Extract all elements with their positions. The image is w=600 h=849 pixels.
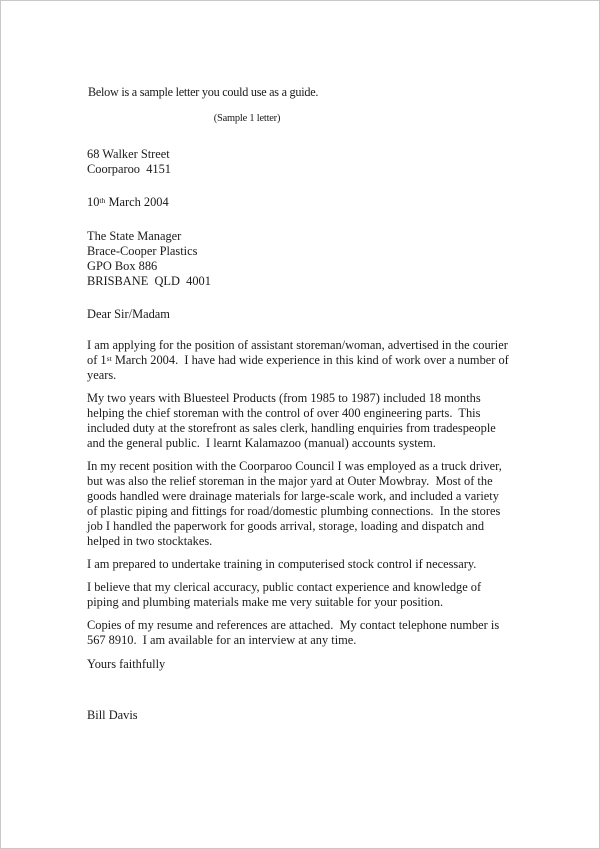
body-paragraph-3: In my recent position with the Coorparoo Council I was employed as a truck driver, but was also the relief storeman in the major yard at Outer Mowbray. Most of the goods handled were drainage materials for large-scale work, and included a variety of plastic piping and fittings for road/domestic plumbing connections. In the stores job I handled the paperwork for goods arrival, storage, loading and dispatch and helped in two stocktakes. [87, 459, 505, 548]
sender-address [87, 147, 512, 177]
salutation: Dear Sir/Madam [87, 307, 170, 321]
recipient-address-line-4: BRISBANE QLD 4001 [87, 274, 211, 288]
signature-space [87, 672, 512, 708]
letter-body [87, 85, 512, 723]
sender-address-line-1: 68 Walker Street [87, 147, 170, 161]
recipient-address-line-2: Brace-Cooper Plastics [87, 244, 198, 258]
spacer [87, 322, 512, 338]
spacer [87, 610, 512, 618]
body-paragraph-5: I believe that my clerical accuracy, public contact experience and knowledge of piping and plumbing materials make me very suitable for your position. [87, 580, 485, 609]
signature-name: Bill Davis [87, 708, 138, 722]
spacer [87, 177, 512, 195]
recipient-address-line-1: The State Manager [87, 229, 182, 243]
body-paragraph-1 [87, 338, 512, 383]
date-ordinal-suffix: th [99, 195, 106, 205]
spacer [87, 648, 512, 657]
body-paragraph-2: My two years with Bluesteel Products (from 1985 to 1987) included 18 months helping the chief storeman with the control of over 400 engineering parts. This included duty at the storefront as sales clerk, handling enquiries from tradespeople and the general public. I learnt Kalamazoo (manual) accounts system. [87, 391, 499, 450]
closing-salutation: Yours faithfully [87, 657, 166, 671]
spacer [87, 126, 512, 147]
recipient-address-line-3: GPO Box 886 [87, 259, 158, 273]
intro-text: Below is a sample letter you could use as a guide. [88, 85, 319, 99]
spacer [87, 210, 512, 229]
letter-date [87, 195, 512, 210]
advert-date-day: 1 [100, 353, 107, 367]
spacer [87, 289, 512, 307]
recipient-address [87, 229, 512, 289]
body-paragraph-4: I am prepared to undertake training in computerised stock control if necessary. [87, 557, 477, 571]
paragraph-1-part-2: March 2004. I have had wide experience in this kind of work over a number of years. [87, 353, 512, 382]
paragraph-1-part-1: I am applying for the position of assistant storeman/woman, advertised in the courier of [87, 338, 511, 367]
spacer [87, 451, 512, 459]
sender-address-line-2: Coorparoo 4151 [87, 162, 171, 176]
date-rest: March 2004 [105, 195, 169, 209]
spacer [87, 383, 512, 391]
date-day: 10 [87, 195, 100, 209]
body-paragraph-6: Copies of my resume and references are attached. My contact telephone number is 567 8910. I am available for an interview at any time. [87, 618, 503, 647]
spacer [87, 549, 512, 557]
advert-date-ordinal-suffix: st [106, 353, 112, 363]
sample-label: (Sample 1 letter) [213, 113, 281, 124]
spacer [87, 572, 512, 580]
